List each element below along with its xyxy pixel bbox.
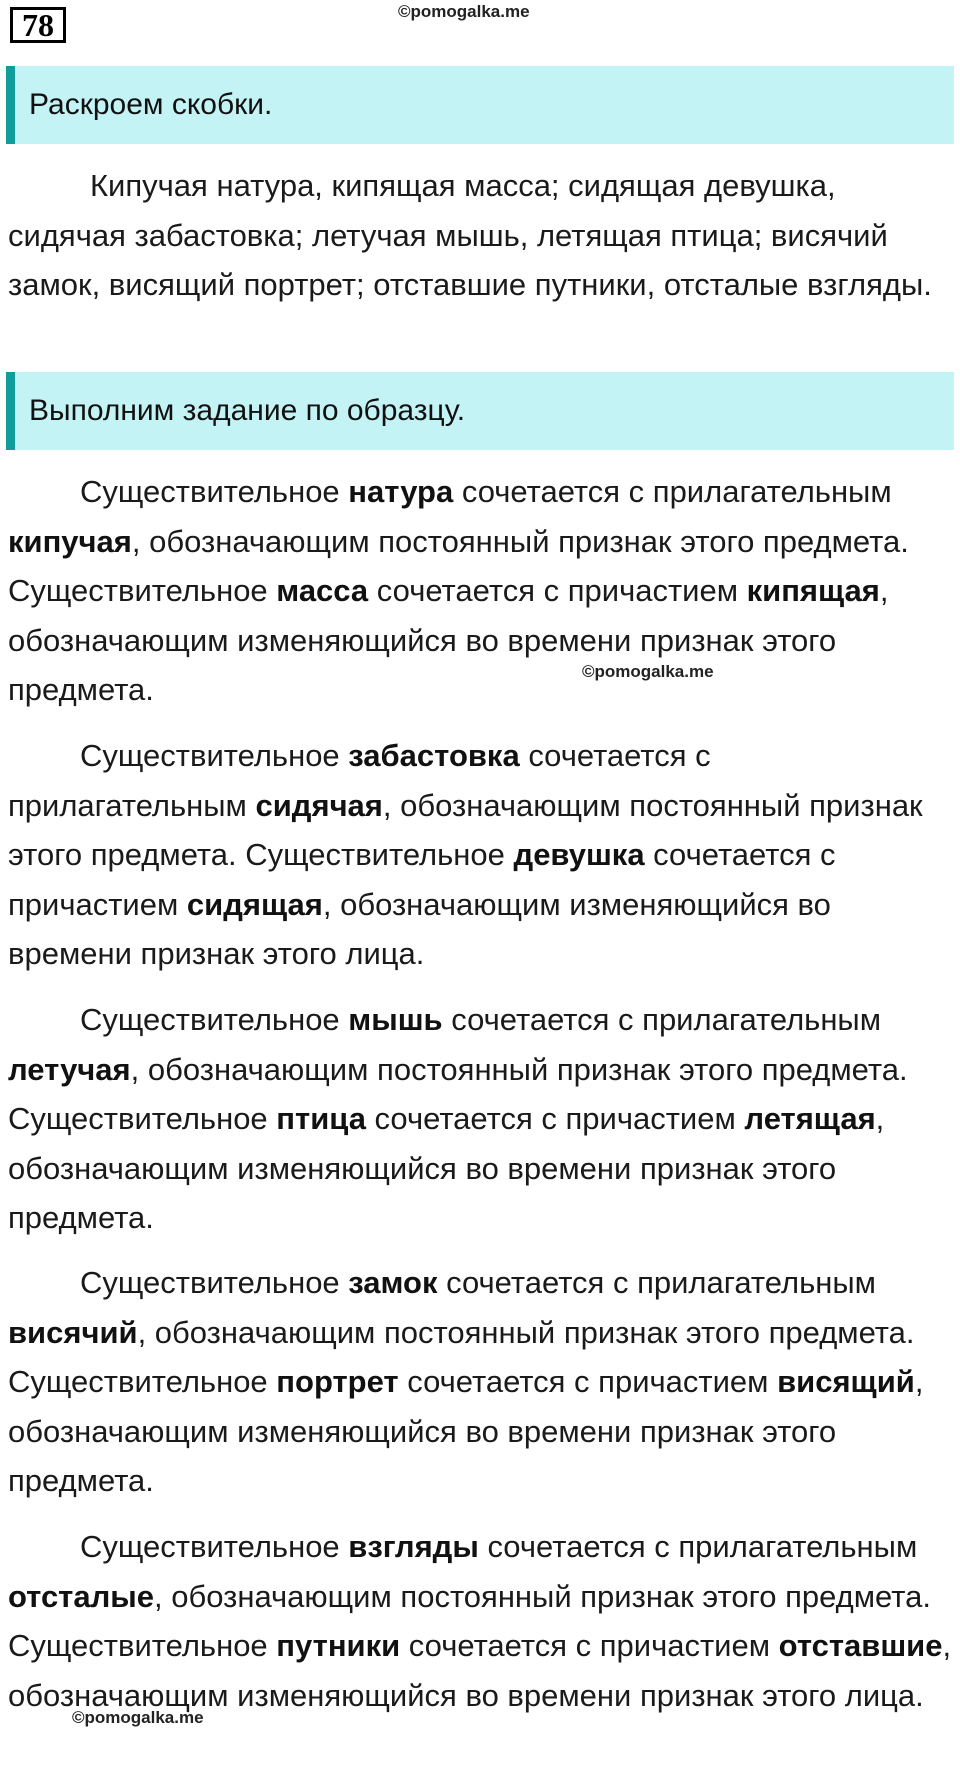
noun-word: мышь [348, 1002, 443, 1037]
adjective-word: висячий [8, 1314, 138, 1350]
section-heading-text: Раскроем скобки. [29, 88, 273, 121]
explanation-text: Существительное натура сочетается с прилагательным кипучая, обозначающим постоянный признак этого предмета. Существительное масса сочетается с причастием кипящая, обозначающим изменяющийся во времени признак этого предмета. [8, 474, 909, 707]
explanation-paragraph-1 [8, 467, 954, 715]
adjective-word: летучая [8, 1051, 131, 1087]
noun-word: птица [276, 1101, 366, 1136]
section-heading-open-brackets [6, 66, 954, 144]
answer-text [8, 161, 954, 310]
noun-word: портрет [276, 1364, 399, 1399]
noun-word: девушка [513, 837, 645, 872]
watermark-middle: ©pomogalka.me [582, 662, 714, 681]
explanation-text: Существительное замок сочетается с прилагательным висячий, обозначающим постоянный признак этого предмета. Существительное портрет сочетается с причастием висящий, обозначающим изменяющийся во времени признак этого предмета. [8, 1265, 924, 1498]
watermark-top: ©pomogalka.me [398, 2, 530, 21]
adjective-word: сидячая [255, 787, 383, 823]
explanation-text: Существительное мышь сочетается с прилагательным летучая, обозначающим постоянный признак этого предмета. Существительное птица сочетается с причастием летящая, обозначающим изменяющийся во времени признак этого предмета. [8, 1002, 908, 1235]
watermark-bottom: ©pomogalka.me [72, 1708, 204, 1727]
participle-word: кипящая [746, 573, 880, 608]
adjective-word: отсталые [8, 1578, 155, 1614]
explanation-text: Существительное забастовка сочетается с прилагательным сидячая, обозначающим постоянный признак этого предмета. Существительное девушка сочетается с причастием сидящая, обозначающим изменяющийся во времени признак этого лица. [8, 738, 923, 971]
participle-word: висящий [777, 1364, 915, 1399]
explanation-paragraph-5 [8, 1522, 954, 1720]
answer-paragraph: Кипучая натура, кипящая масса; сидящая девушка, сидячая забастовка; летучая мышь, летящая птица; висячий замок, висящий портрет; отставшие путники, отсталые взгляды. [8, 168, 932, 302]
explanation-text: Существительное взгляды сочетается с прилагательным отсталые, обозначающим постоянный признак этого предмета. Существительное путники сочетается с причастием отставшие, обозначающим изменяющийся во времени признак этого лица. [8, 1529, 952, 1713]
participle-word: отставшие [778, 1628, 943, 1663]
explanation-paragraph-4 [8, 1258, 954, 1506]
explanation-paragraph-2 [8, 731, 954, 979]
adjective-word: кипучая [8, 523, 132, 559]
participle-word: летящая [744, 1101, 876, 1136]
noun-word: натура [348, 474, 454, 509]
section-heading-text: Выполним задание по образцу. [29, 394, 466, 427]
noun-word: замок [348, 1265, 438, 1300]
participle-word: сидящая [186, 886, 323, 922]
section-heading-by-sample [6, 372, 954, 450]
noun-word: путники [276, 1628, 401, 1663]
explanation-paragraph-3 [8, 995, 954, 1243]
noun-word: забастовка [348, 738, 520, 773]
noun-word: масса [276, 573, 369, 608]
noun-word: взгляды [348, 1529, 479, 1564]
task-number-badge: 78 [10, 7, 66, 43]
